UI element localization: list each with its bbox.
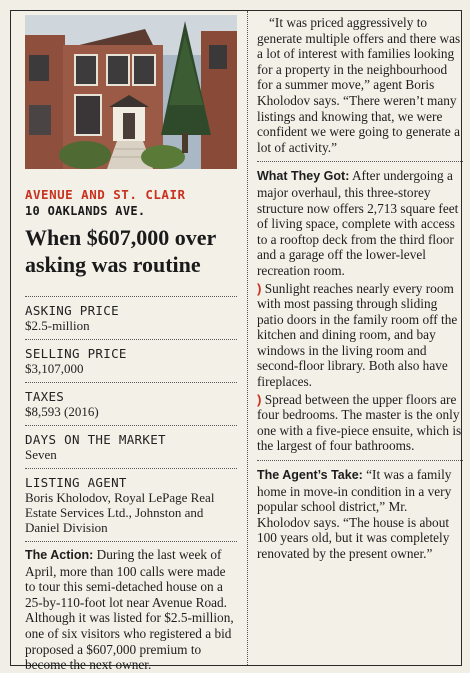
fact-value: Seven	[25, 447, 57, 462]
headline: When $607,000 over asking was routine	[25, 225, 216, 277]
take-text: “It was a family home in move-in condition in a very popular school district,” Mr. Kholodov says. “The house is about 100 years old, but it was completely renovated by the present owner.”	[257, 467, 452, 561]
bullet-text: Spread between the upper floors are four bedrooms. The master is the only one with a five-piece ensuite, which is the largest of four bathrooms.	[257, 391, 462, 454]
location-kicker: AVENUE AND ST. CLAIR	[25, 187, 186, 202]
bullet-text: Sunlight reaches nearly every room with most passing through sliding patio doors in the family room off the kitchen and dining room, and bay windows in the living room and second-floor library. Both also have fireplaces.	[257, 280, 458, 390]
fact-value: Boris Kholodov, Royal LePage Real Estate Services Ltd., Johnston and Daniel Division	[25, 490, 215, 535]
fact-value: $8,593 (2016)	[25, 404, 99, 419]
fact-value: $3,107,000	[25, 361, 84, 376]
got-text: After undergoing a major overhaul, this three-storey structure now offers 2,713 square feet of living space, complete with access to a rooftop deck from the third floor and a garage off the lower-level recreation room.	[257, 168, 459, 278]
bullet-marker: )	[257, 391, 262, 407]
bullet-marker: )	[257, 280, 262, 296]
agents-take-section	[257, 460, 463, 562]
fact-label: LISTING AGENT	[25, 475, 127, 490]
right-column	[257, 15, 463, 562]
action-lead: The Action:	[25, 548, 94, 562]
fact-label: SELLING PRICE	[25, 346, 127, 361]
column-divider	[247, 11, 248, 665]
fact-days-on-market	[25, 426, 237, 469]
fact-listing-agent	[25, 469, 237, 542]
article-page	[10, 10, 462, 673]
fact-asking-price	[25, 296, 237, 340]
street-address: 10 OAKLANDS AVE.	[25, 204, 146, 218]
house-photo	[25, 15, 237, 169]
fact-value: $2.5-million	[25, 318, 90, 333]
take-lead: The Agent’s Take:	[257, 468, 363, 483]
got-lead: What They Got:	[257, 169, 350, 184]
action-section	[25, 542, 237, 673]
what-they-got-section	[257, 161, 463, 454]
action-text: During the last week of April, more than 100 calls were made to tour this semi-detached house on a 25-by-110-foot lot near Avenue Road. Although it was listed for $2.5-million, one of six visitors who registered a bid proposed a $607,000 premium to become the next owner.	[25, 547, 234, 673]
left-column	[25, 15, 237, 673]
quote-text: “It was priced aggressively to generate multiple offers and there was a lot of interest with families looking for a property in the neighbourhood for a summer move,” agent Boris Kholodov says. “There weren’t many listings and knowing that, we were confident we were going to generate a lot of activity.”	[257, 15, 461, 155]
quote-paragraph	[257, 15, 463, 155]
fact-label: DAYS ON THE MARKET	[25, 432, 166, 447]
fact-selling-price	[25, 340, 237, 383]
fact-label: TAXES	[25, 389, 65, 404]
house-illustration	[25, 15, 237, 169]
fact-label: ASKING PRICE	[25, 303, 119, 318]
fact-taxes	[25, 383, 237, 426]
